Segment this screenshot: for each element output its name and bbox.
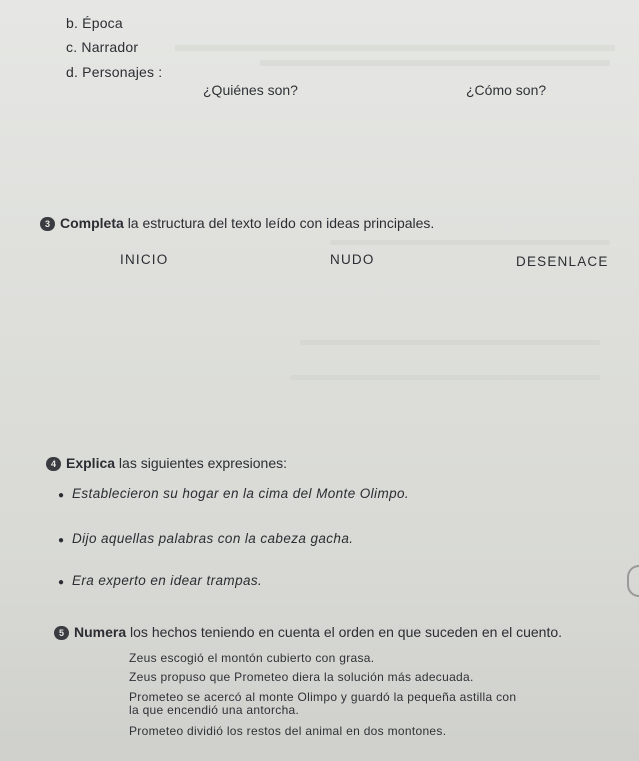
page-edge-mark (627, 565, 639, 597)
question-5 (54, 624, 562, 640)
column-desenlace: DESENLACE (516, 254, 609, 269)
expression-text: Era experto en idear trampas. (72, 573, 263, 588)
expression-item (58, 573, 262, 588)
header-quienes-son: ¿Quiénes son? (203, 82, 298, 98)
bleed-through (330, 240, 610, 245)
question-text: los hechos teniendo en cuenta el orden en que suceden en el cuento. (130, 624, 563, 640)
question-lead: Completa (60, 215, 124, 231)
bullet-icon: ● (58, 490, 65, 501)
event-item: Prometeo se acercó al monte Olimpo y guardó la pequeña astilla con (129, 690, 517, 704)
bullet-icon: ● (58, 577, 65, 588)
expression-text: Dijo aquellas palabras con la cabeza gacha. (72, 531, 354, 546)
event-item: Zeus propuso que Prometeo diera la solución más adecuada. (129, 670, 474, 684)
expression-item (58, 531, 353, 546)
bleed-through (290, 375, 600, 380)
event-item: Zeus escogió el montón cubierto con grasa. (129, 651, 375, 665)
expression-item (58, 486, 409, 501)
question-number-badge: 5 (54, 626, 69, 640)
bleed-through (260, 60, 610, 66)
question-lead: Numera (74, 624, 127, 640)
question-number-badge: 3 (40, 217, 55, 231)
event-item-continuation: la que encendió una antorcha. (129, 703, 300, 717)
question-number-badge: 4 (46, 457, 61, 471)
expression-text: Establecieron su hogar en la cima del Monte Olimpo. (72, 486, 410, 501)
bleed-through (175, 45, 615, 51)
list-item-epoca: b. Época (66, 15, 123, 31)
question-lead: Explica (66, 455, 116, 471)
column-inicio: INICIO (120, 252, 169, 267)
column-nudo: NUDO (330, 252, 375, 267)
bullet-icon: ● (58, 535, 65, 546)
bleed-through (300, 340, 600, 345)
question-3 (40, 215, 434, 231)
list-item-personajes: d. Personajes : (66, 64, 163, 80)
question-4 (46, 455, 287, 471)
event-item: Prometeo dividió los restos del animal en dos montones. (129, 724, 447, 738)
question-text: las siguientes expresiones: (118, 455, 288, 471)
header-como-son: ¿Cómo son? (466, 82, 547, 98)
list-item-narrador: c. Narrador (66, 39, 139, 55)
question-text: la estructura del texto leído con ideas principales. (127, 215, 435, 231)
